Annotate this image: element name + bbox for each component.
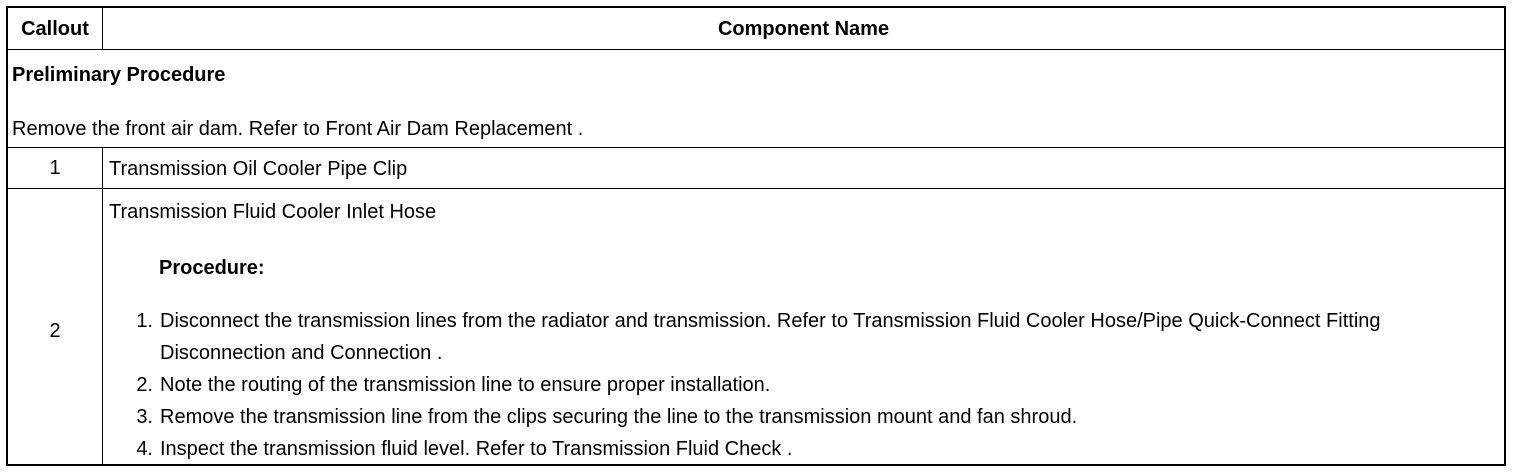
callout-number <box>8 148 103 188</box>
callout-number-text: 1 <box>49 157 61 179</box>
procedure-label: Procedure: <box>159 257 265 279</box>
step-text: Disconnect the transmission lines from the radiator and transmission. Refer to Transmission Fluid Cooler Hose/Pipe Quick-Connect Fitting Disconnection and Connection . <box>160 310 1381 364</box>
component-table <box>6 6 1506 466</box>
component-name-text: Transmission Fluid Cooler Inlet Hose <box>109 201 437 223</box>
preliminary-procedure-text: Remove the front air dam. Refer to Front Air Dam Replacement . <box>12 118 584 140</box>
table-header-row <box>8 8 1504 50</box>
component-name-column-header: Component Name <box>717 18 890 40</box>
step-text: Remove the transmission line from the clips securing the line to the transmission mount and fan shroud. <box>160 406 1078 428</box>
callout-number-text: 2 <box>49 320 61 342</box>
step-number: 3. <box>136 406 153 428</box>
step-number: 4. <box>136 438 153 460</box>
table-row <box>8 189 1504 464</box>
step-text: Inspect the transmission fluid level. Refer to Transmission Fluid Check . <box>160 438 793 460</box>
preliminary-procedure-title: Preliminary Procedure <box>12 64 226 86</box>
preliminary-procedure-row <box>8 50 1504 148</box>
step-text: Note the routing of the transmission line to ensure proper installation. <box>160 374 771 396</box>
table-row <box>8 148 1504 189</box>
component-name-text: Transmission Oil Cooler Pipe Clip <box>109 158 408 180</box>
step-number: 2. <box>136 374 153 396</box>
step-number: 1. <box>136 310 153 332</box>
callout-number <box>8 189 103 464</box>
component-name-cell <box>103 189 1504 464</box>
component-name-cell <box>103 148 1504 188</box>
callout-column-header: Callout <box>8 8 103 50</box>
